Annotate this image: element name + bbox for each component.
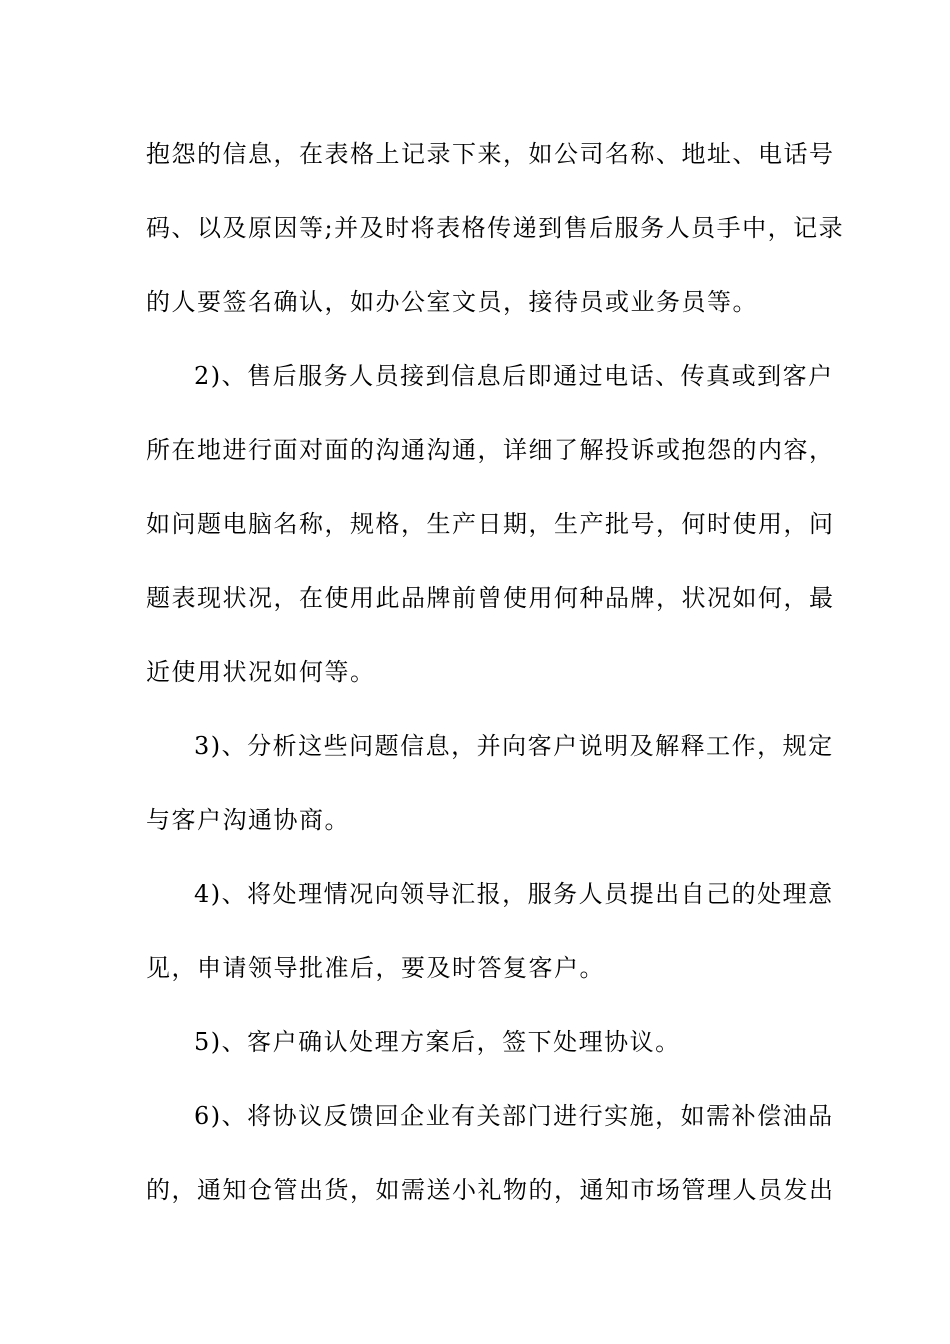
text-line: 的人要签名确认，如办公室文员，接待员或业务员等。 xyxy=(146,288,758,316)
text-line: 的，通知仓管出货，如需送小礼物的，通知市场管理人员发出 xyxy=(146,1176,835,1204)
text-line: 码、以及原因等;并及时将表格传递到售后服务人员手中，记录 xyxy=(146,214,845,242)
paragraph-3-start: 3)、分析这些问题信息，并向客户说明及解释工作，规定 xyxy=(194,732,834,760)
text-line: 如问题电脑名称，规格，生产日期，生产批号，何时使用，问 xyxy=(146,510,835,538)
text-line: 抱怨的信息，在表格上记录下来，如公司名称、地址、电话号 xyxy=(146,140,835,168)
text-line: 所在地进行面对面的沟通沟通，详细了解投诉或抱怨的内容， xyxy=(146,436,835,464)
text-line: 题表现状况，在使用此品牌前曾使用何种品牌，状况如何，最 xyxy=(146,584,835,612)
paragraph-2-start: 2)、售后服务人员接到信息后即通过电话、传真或到客户 xyxy=(194,362,834,390)
paragraph-6-start: 6)、将协议反馈回企业有关部门进行实施，如需补偿油品 xyxy=(194,1102,834,1130)
text-line: 见，申请领导批准后，要及时答复客户。 xyxy=(146,954,605,982)
text-line: 与客户沟通协商。 xyxy=(146,806,350,834)
paragraph-4-start: 4)、将处理情况向领导汇报，服务人员提出自己的处理意 xyxy=(194,880,834,908)
text-line: 近使用状况如何等。 xyxy=(146,658,376,686)
paragraph-5: 5)、客户确认处理方案后，签下处理协议。 xyxy=(194,1028,681,1056)
